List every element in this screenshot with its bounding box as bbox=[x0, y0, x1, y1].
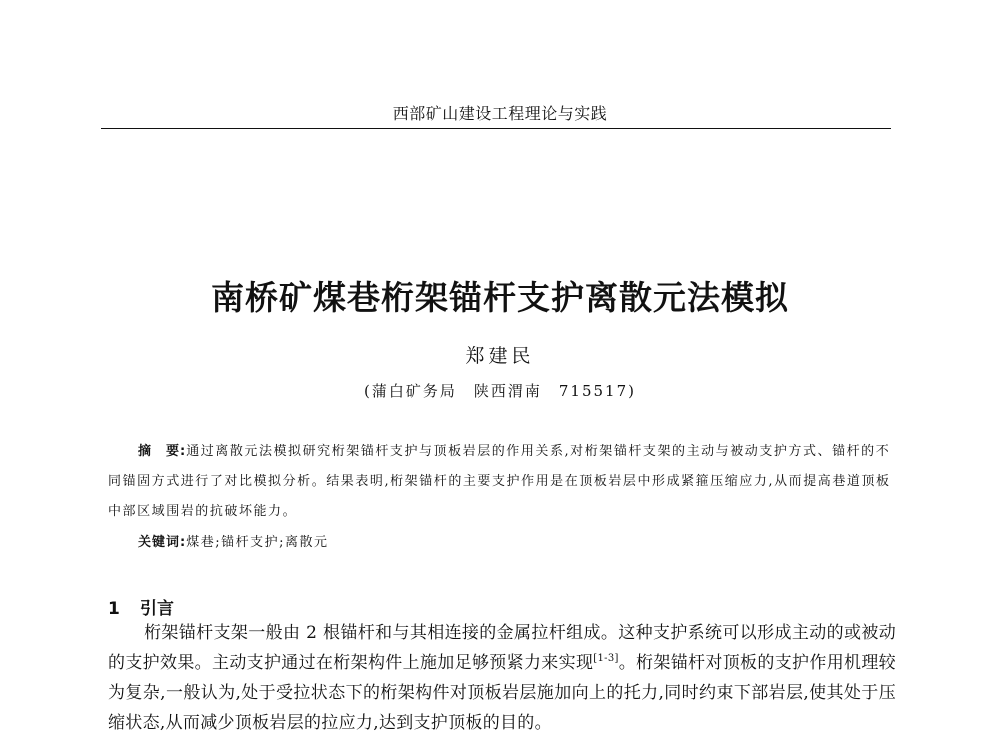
abstract-text: 通过离散元法模拟研究桁架锚杆支护与顶板岩层的作用关系,对桁架锚杆支架的主动与被动支护方式、锚杆的不同锚固方式进行了对比模拟分析。结果表明,桁架锚杆的主要支护作用是在顶板岩层中形成紧箍压缩应力,从而提高巷道顶板中部区域围岩的抗破坏能力。 bbox=[108, 444, 891, 519]
section-title: 引言 bbox=[140, 599, 174, 619]
journal-header: 西部矿山建设工程理论与实践 bbox=[392, 104, 608, 123]
abstract bbox=[108, 437, 893, 527]
article-title: 南桥矿煤巷桁架锚杆支护离散元法模拟 bbox=[211, 278, 789, 317]
section-heading bbox=[108, 594, 174, 619]
header-rule bbox=[101, 128, 891, 129]
keywords bbox=[138, 531, 328, 550]
author-affiliation: (蒲白矿务局 陕西渭南 715517) bbox=[364, 382, 636, 400]
intro-text-part1: 桁架锚杆支架一般由 2 根锚杆和与其相连接的金属拉杆组成。这种支护系统可以形成主动的或被动的支护效果。主动支护通过在桁架构件上施加足够预紧力来实现 bbox=[108, 623, 896, 673]
section-number: 1 bbox=[108, 599, 120, 619]
author-name: 郑建民 bbox=[465, 345, 535, 367]
intro-text-part2: 。桁架锚杆对顶板的支护作用机理较为复杂,一般认为,处于受拉状态下的桁架构件对顶板岩层施加向上的托力,同时约束下部岩层,使其处于压缩状态,从而减少顶板岩层的拉应力,达到支护顶板的目的。 bbox=[108, 653, 896, 733]
abstract-label: 摘 要: bbox=[138, 444, 187, 459]
citation-ref: [1-3] bbox=[593, 653, 619, 664]
intro-paragraph bbox=[108, 618, 896, 738]
keywords-text: 煤巷;锚杆支护;离散元 bbox=[186, 535, 329, 550]
keywords-label: 关键词: bbox=[138, 535, 187, 550]
